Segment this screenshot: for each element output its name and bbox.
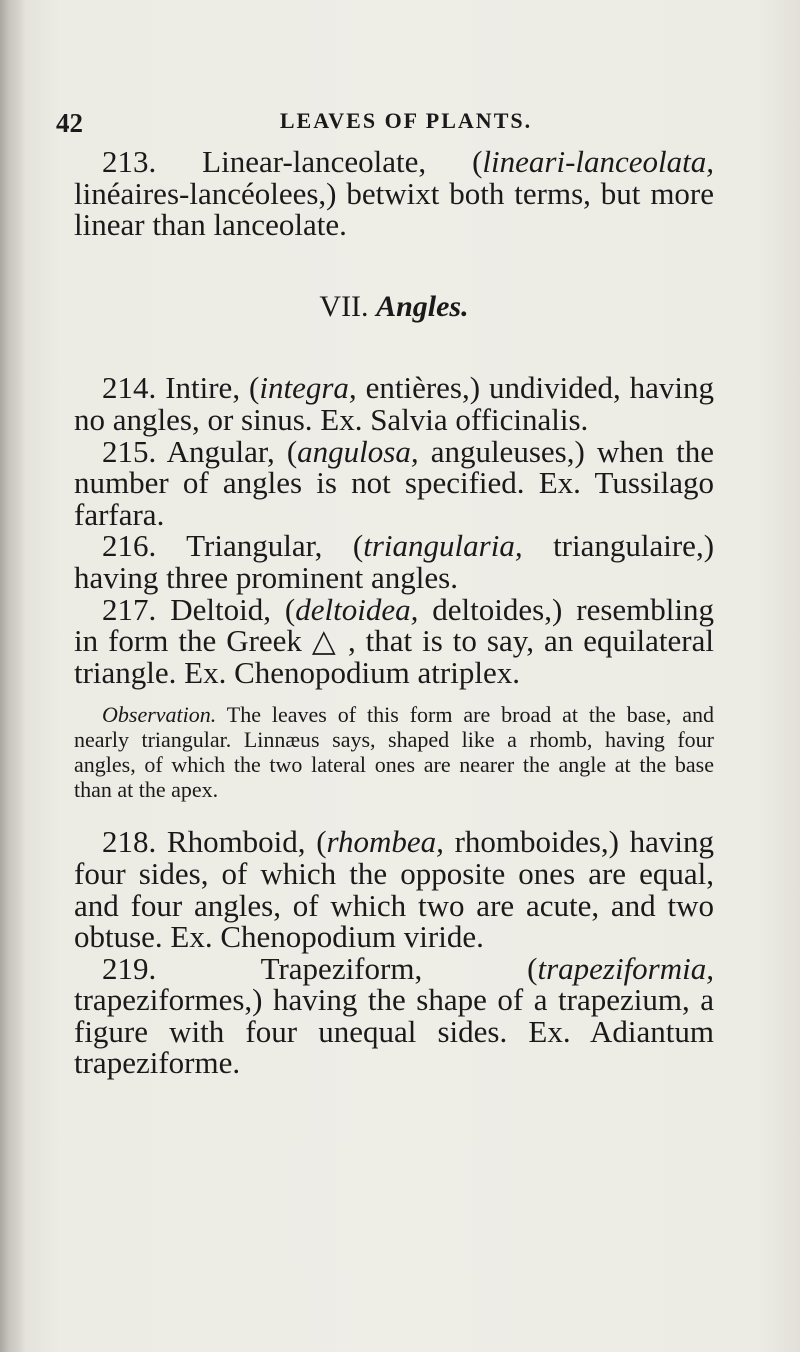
entry-latin: integra, <box>259 370 357 406</box>
entry-latin: triangularia, <box>363 528 523 564</box>
body-text <box>74 146 714 1079</box>
page-number: 42 <box>56 108 83 138</box>
entry-214 <box>74 372 714 435</box>
entry-number: 218. <box>102 824 157 860</box>
entry-216 <box>74 530 714 593</box>
entry-definition: having three prominent angles. <box>74 559 458 595</box>
entry-number: 214. <box>102 370 157 406</box>
entry-latin: lineari-lanceolata, <box>482 144 714 179</box>
entry-french: triangulaire,) <box>553 528 715 564</box>
entry-latin: trapeziformia, <box>537 950 714 986</box>
entry-latin: deltoidea, <box>295 591 419 627</box>
observation-note <box>74 702 714 802</box>
entry-term: Deltoid, <box>170 591 271 627</box>
entry-open-paren: ( <box>286 433 298 469</box>
entry-open-paren: ( <box>352 528 364 564</box>
entry-open-paren: ( <box>472 144 483 179</box>
entry-term: Intire, <box>165 370 241 406</box>
entry-french: trapeziformes,) <box>74 982 263 1018</box>
entry-215 <box>74 433 714 532</box>
entry-open-paren: ( <box>527 950 538 986</box>
entry-number: 215. <box>102 433 157 469</box>
entry-open-paren: ( <box>249 370 260 406</box>
entry-definition: having four sides, of which the opposite ones are equal, and four angles, of which two are acute, and two obtuse. Ex. Chenopodium viride. <box>74 824 715 955</box>
entry-number: 219. <box>102 950 157 986</box>
entry-definition: betwixt both terms, but more linear than lanceolate. <box>74 175 715 243</box>
entry-219 <box>74 950 715 1081</box>
entry-213 <box>74 146 714 241</box>
entry-definition: resembling in form the Greek △ , that is to say, an equilateral triangle. Ex. Chenopodium atriplex. <box>74 591 714 690</box>
entry-number: 216. <box>102 528 157 564</box>
running-head <box>56 108 756 140</box>
entry-definition: undivided, having no angles, or sinus. Ex. Salvia officinalis. <box>74 370 715 437</box>
page-binding-shadow <box>0 0 26 1352</box>
entry-definition: when the number of angles is not specified. Ex. Tussilago farfara. <box>74 433 714 532</box>
entry-term: Trapeziform, <box>260 950 423 986</box>
observation-text: The leaves of this form are broad at the base, and nearly triangular. Linnæus says, shaped like a rhomb, having four angles, of which the two lateral ones are nearer the angle at the base than at the apex. <box>74 702 714 803</box>
entry-french: entières,) <box>365 370 481 406</box>
entry-definition: having the shape of a trapezium, a figure with four unequal sides. Ex. Adiantum trapeziforme. <box>74 982 715 1081</box>
entry-french: linéaires-lancéolees,) <box>74 175 337 211</box>
entry-latin: angulosa, <box>297 433 419 469</box>
entry-term: Angular, <box>166 433 275 469</box>
entry-number: 213. <box>102 144 157 179</box>
section-numeral: VII. <box>319 289 369 323</box>
entry-term: Rhomboid, <box>166 824 306 860</box>
entry-217 <box>74 591 714 690</box>
entry-french: anguleuses,) <box>430 433 585 469</box>
entry-open-paren: ( <box>316 824 327 860</box>
entry-french: rhomboides,) <box>454 824 620 860</box>
entry-number: 217. <box>102 591 157 627</box>
observation-label: Observation. <box>102 702 217 728</box>
entry-term: Linear-lanceolate, <box>202 144 427 179</box>
entry-open-paren: ( <box>284 591 296 627</box>
entry-term: Triangular, <box>186 528 323 564</box>
entry-french: deltoides,) <box>432 591 563 627</box>
section-title: Angles. <box>376 289 469 323</box>
section-heading <box>74 291 714 323</box>
entry-218 <box>74 824 715 955</box>
entry-latin: rhombea, <box>326 824 444 860</box>
running-title: LEAVES OF PLANTS. <box>279 108 533 133</box>
